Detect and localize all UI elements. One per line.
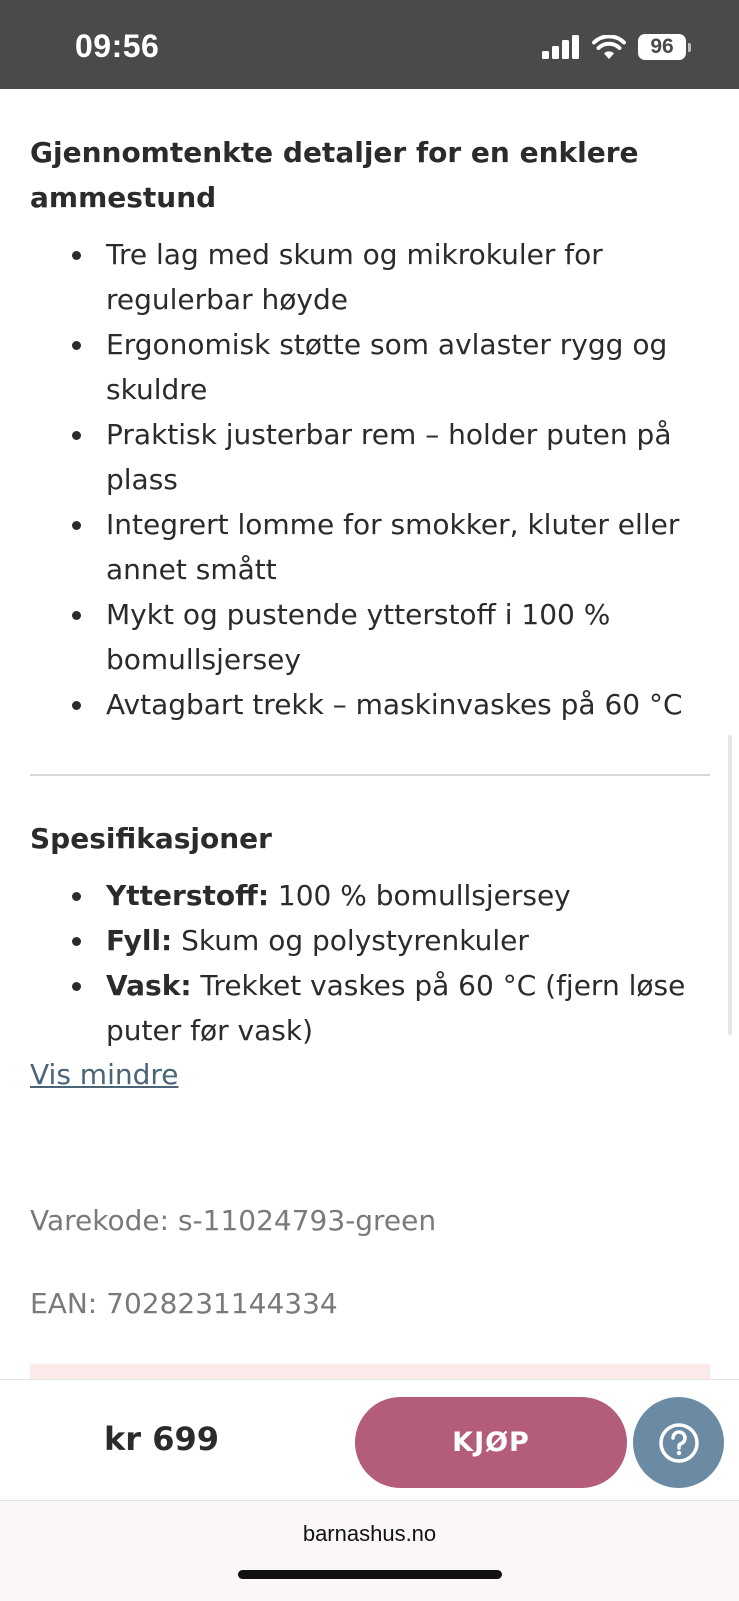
battery-indicator	[638, 34, 691, 60]
buy-button[interactable]: KJØP	[355, 1397, 627, 1488]
ean-text: EAN: 7028231144334	[30, 1287, 338, 1320]
cellular-signal-icon	[542, 35, 580, 59]
spec-key-wash: Vask:	[106, 969, 192, 1002]
spec-value-outer-fabric: 100 % bomullsjersey	[269, 879, 571, 912]
specs-list	[30, 873, 710, 1053]
spec-value-filling: Skum og polystyrenkuler	[172, 924, 529, 957]
sku-text: Varekode: s-11024793-green	[30, 1204, 437, 1237]
status-icons	[542, 34, 691, 60]
details-item: Ergonomisk støtte som avlaster rygg og skuldre	[106, 322, 710, 412]
details-item: Avtagbart trekk – maskinvaskes på 60 °C	[106, 682, 710, 727]
details-item: Praktisk justerbar rem – holder puten på plass	[106, 412, 710, 502]
spec-value-wash: Trekket vaskes på 60 °C (fjern løse puter før vask)	[106, 969, 686, 1047]
product-description	[30, 130, 710, 1095]
wifi-icon	[592, 35, 626, 60]
specs-title: Spesifikasjoner	[30, 822, 272, 855]
browser-address-bar[interactable]	[0, 1500, 739, 1601]
home-indicator	[238, 1570, 502, 1579]
show-less-link[interactable]: Vis mindre	[30, 1058, 179, 1091]
product-price: kr 699	[104, 1420, 219, 1458]
spec-key-filling: Fyll:	[106, 924, 173, 957]
details-item: Mykt og pustende ytterstoff i 100 % bomullsjersey	[106, 592, 710, 682]
status-bar	[0, 0, 739, 89]
details-item: Tre lag med skum og mikrokuler for regulerbar høyde	[106, 232, 710, 322]
help-button[interactable]	[633, 1397, 724, 1488]
battery-tip	[688, 43, 691, 52]
url-text[interactable]: barnashus.no	[302, 1521, 437, 1546]
spec-key-outer-fabric: Ytterstoff:	[106, 879, 270, 912]
section-divider	[30, 774, 710, 776]
scroll-indicator	[728, 735, 732, 1035]
details-title: Gjennomtenkte detaljer for en enklere ammestund	[30, 136, 639, 214]
details-item: Integrert lomme for smokker, kluter eller annet smått	[106, 502, 710, 592]
question-mark-icon	[658, 1422, 700, 1464]
status-time: 09:56	[75, 28, 160, 64]
spec-item	[106, 918, 710, 963]
spec-item	[106, 963, 710, 1053]
details-list	[30, 232, 710, 727]
battery-level: 96	[638, 34, 686, 60]
spec-item	[106, 873, 710, 918]
buy-bar	[0, 1379, 739, 1500]
